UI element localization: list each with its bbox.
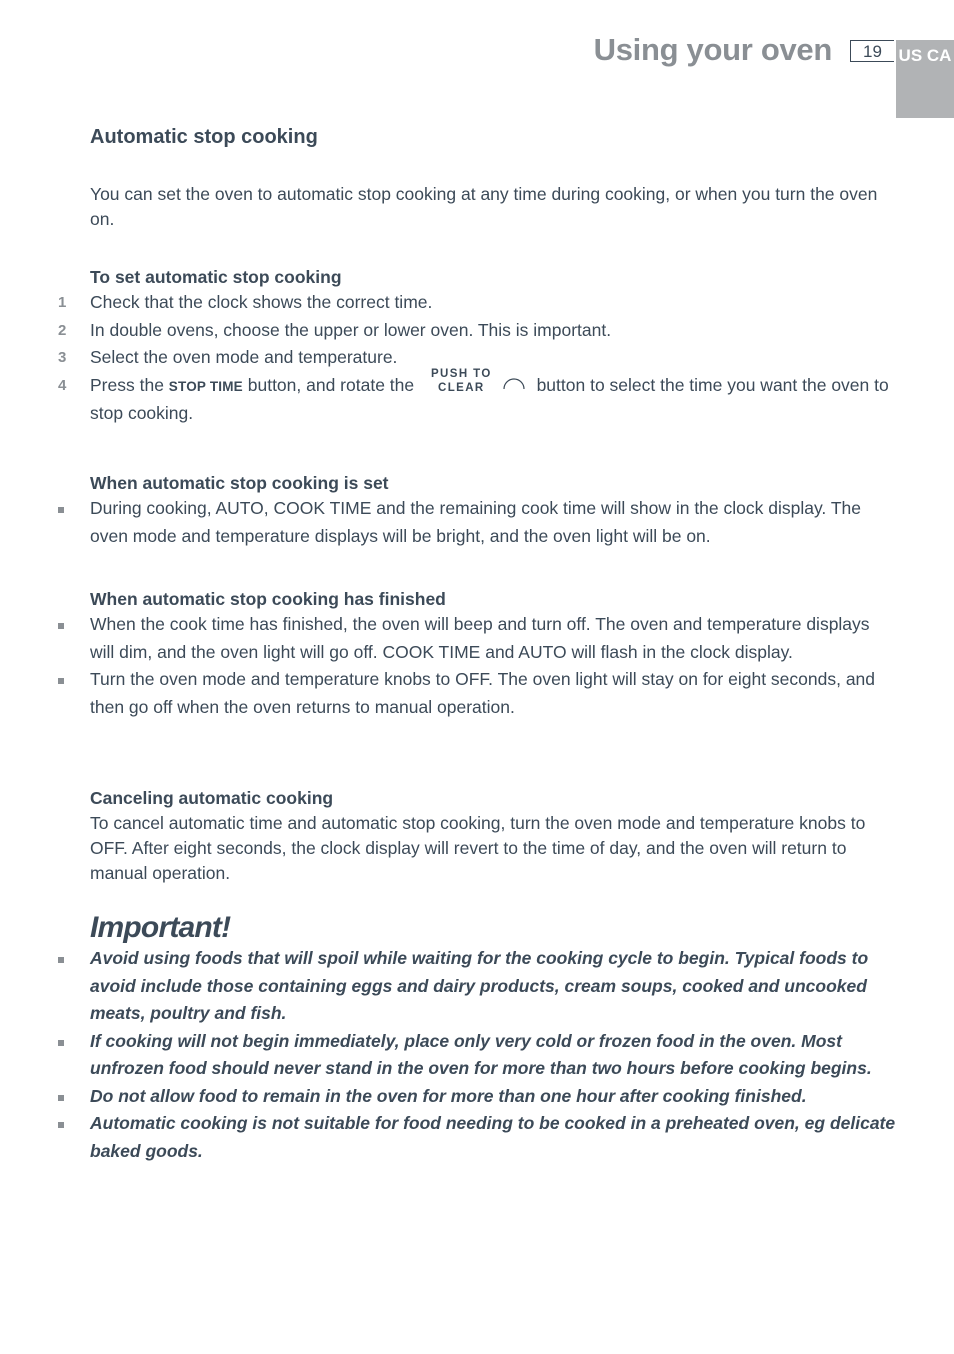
bullet-item — [90, 611, 898, 666]
step-text-post: button to select the time you want the oven to stop cooking. — [90, 374, 889, 423]
step-number: 4 — [58, 376, 67, 394]
page-title: Using your oven — [593, 32, 832, 67]
push-to-clear-label — [431, 367, 492, 395]
bullet-icon — [58, 1040, 64, 1046]
when-set-block — [90, 471, 900, 550]
region-tab: US CA — [896, 40, 954, 118]
step-number: 3 — [58, 349, 67, 366]
step-number: 1 — [58, 294, 67, 311]
bullet-text: When the cook time has finished, the oven will beep and turn off. The oven and temperature displays will dim, and the oven light will go off. COOK TIME and AUTO will flash in the clock display. — [90, 614, 870, 662]
intro-block — [90, 182, 890, 232]
bullet-icon — [58, 623, 64, 629]
when-finished-block — [90, 587, 898, 721]
step-text-mid: button, and rotate the — [242, 374, 419, 395]
important-bullet — [90, 1083, 896, 1111]
dial-icon — [502, 375, 526, 391]
step-text: Select the oven mode and temperature. — [90, 347, 398, 367]
page-number: 19 — [850, 40, 894, 62]
bullet-text: Turn the oven mode and temperature knobs to OFF. The oven light will stay on for eight seconds, and then go off when the oven returns to manual operation. — [90, 669, 876, 717]
important-bullet-text: If cooking will not begin immediately, place only very cold or frozen food in the oven. Most unfrozen food should never stand in the oven for more than two hours before cooking begins. — [90, 1030, 872, 1078]
canceling-block — [90, 786, 890, 886]
step-item — [58, 344, 900, 372]
step-number: 2 — [58, 321, 67, 339]
canceling-paragraph: To cancel automatic time and automatic stop cooking, turn the oven mode and temperature knobs to OFF. After eight seconds, the clock display will revert to the time of day, and the oven will return to manual operation. — [90, 813, 866, 883]
important-block — [90, 911, 896, 1165]
bullet-text: During cooking, AUTO, COOK TIME and the remaining cook time will show in the clock display. The oven mode and temperature displays will be bright, and the oven light will be on. — [90, 498, 861, 546]
important-bullet — [90, 1110, 896, 1165]
important-bullet-text: Automatic cooking is not suitable for food needing to be cooked in a preheated oven, eg delicate baked goods. — [90, 1113, 896, 1161]
step-item — [58, 317, 900, 345]
step-item — [58, 289, 900, 317]
bullet-icon — [58, 678, 64, 684]
step-item — [58, 367, 900, 428]
push-label-line2: CLEAR — [438, 381, 485, 394]
bullet-icon — [58, 1095, 64, 1101]
when-set-heading: When automatic stop cooking is set — [90, 473, 389, 493]
bullet-icon — [58, 957, 64, 963]
important-bullet-text: Do not allow food to remain in the oven for more than one hour after cooking finished. — [90, 1085, 807, 1106]
stop-time-button-label: STOP TIME — [168, 378, 243, 394]
set-steps-heading: To set automatic stop cooking — [90, 267, 342, 287]
bullet-item — [90, 666, 898, 721]
step-text: In double ovens, choose the upper or lower oven. This is important. — [90, 319, 612, 340]
important-bullet — [90, 945, 896, 1028]
important-bullet — [90, 1028, 896, 1083]
section-header — [90, 126, 900, 149]
important-bullet-text: Avoid using foods that will spoil while waiting for the cooking cycle to begin. Typical foods to avoid include those containing eggs and dairy products, cream soups, cooked and uncooked meats, poultry and fish. — [90, 948, 869, 1023]
bullet-item — [90, 495, 900, 550]
step-text-pre: Press the — [90, 374, 169, 395]
intro-paragraph: You can set the oven to automatic stop cooking at any time during cooking, or when you turn the oven on. — [90, 184, 878, 229]
important-title: Important! — [90, 911, 231, 944]
bullet-icon — [58, 1122, 64, 1128]
section-title: Automatic stop cooking — [90, 126, 318, 148]
push-label-line1: PUSH TO — [430, 367, 492, 380]
when-finished-heading: When automatic stop cooking has finished — [90, 589, 446, 609]
set-steps-block — [58, 265, 900, 428]
step-text: Check that the clock shows the correct time. — [90, 292, 433, 312]
canceling-heading: Canceling automatic cooking — [90, 788, 334, 808]
bullet-icon — [58, 507, 64, 513]
